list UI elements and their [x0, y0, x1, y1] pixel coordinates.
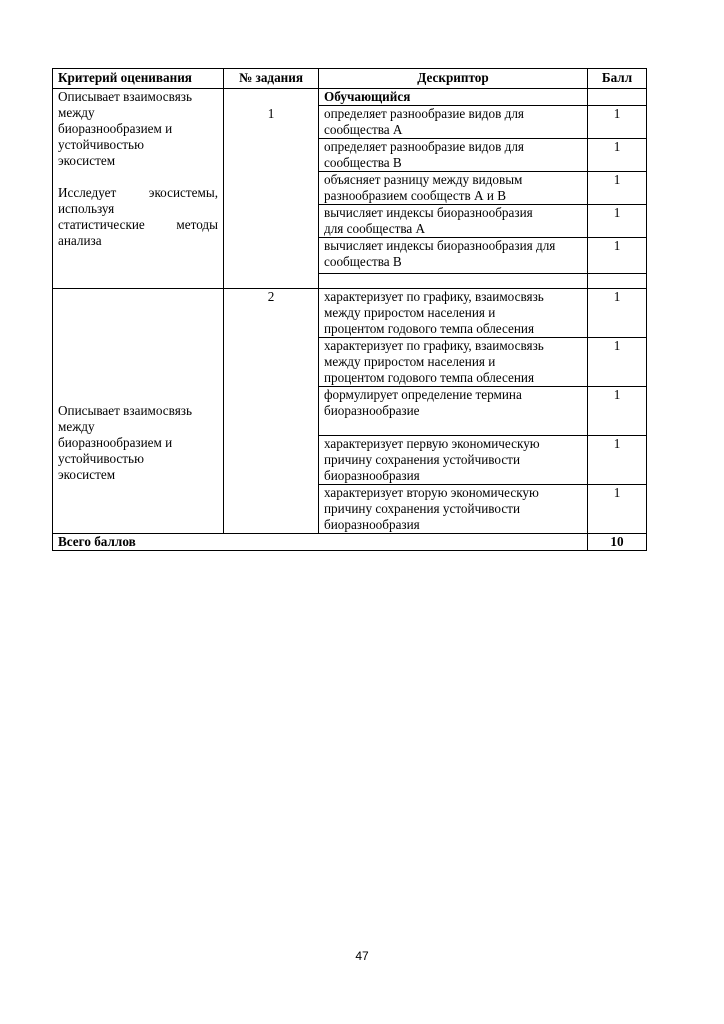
descriptor-line: сообщества А: [324, 122, 403, 137]
descriptor-line: причину сохранения устойчивости: [324, 452, 521, 467]
descriptor-cell: [319, 289, 588, 338]
header-criterion: Критерий оценивания: [53, 69, 224, 89]
sub-header-row: [53, 89, 647, 106]
sub-header-score-empty: [588, 89, 647, 106]
descriptor-line: определяет разнообразие видов для: [324, 139, 524, 154]
total-value: 10: [588, 534, 647, 551]
criterion-line: Описывает взаимосвязь: [58, 89, 192, 104]
descriptor-line: характеризует по графику, взаимосвязь: [324, 289, 544, 304]
criterion-line: Описывает взаимосвязь: [58, 403, 192, 418]
criterion-line: статистические методы: [58, 217, 218, 232]
criterion-line: экосистем: [58, 467, 116, 482]
descriptor-cell: [319, 172, 588, 205]
score-cell: 1: [588, 338, 647, 387]
score-cell: 1: [588, 289, 647, 338]
descriptor-line: формулирует определение термина: [324, 387, 522, 402]
criterion-line: Исследует экосистемы,: [58, 185, 218, 200]
descriptor-line: вычисляет индексы биоразнообразия для: [324, 238, 556, 253]
table-header-row: [53, 69, 647, 89]
total-row: [53, 534, 647, 551]
descriptor-line: между приростом населения и: [324, 354, 496, 369]
descriptor-cell: [319, 205, 588, 238]
task-number-cell-1: 1: [224, 89, 319, 289]
descriptor-line: процентом годового темпа облесения: [324, 370, 535, 385]
score-cell: 1: [588, 387, 647, 436]
descriptor-line: определяет разнообразие видов для: [324, 106, 524, 121]
descriptor-line: биоразнообразия: [324, 517, 420, 532]
score-cell: 1: [588, 205, 647, 238]
criterion-line: биоразнообразием и: [58, 435, 173, 450]
descriptor-line: между приростом населения и: [324, 305, 496, 320]
descriptor-line: характеризует по графику, взаимосвязь: [324, 338, 544, 353]
descriptor-line: сообщества В: [324, 254, 402, 269]
score-cell: 1: [588, 485, 647, 534]
sub-header-student: Обучающийся: [319, 89, 588, 106]
score-cell: 1: [588, 139, 647, 172]
descriptor-cell: [319, 338, 588, 387]
header-score: Балл: [588, 69, 647, 89]
criterion-line: биоразнообразием и: [58, 121, 173, 136]
descriptor-line: вычисляет индексы биоразнообразия: [324, 205, 533, 220]
criterion-line: используя: [58, 201, 115, 216]
score-cell: 1: [588, 238, 647, 274]
criterion-cell-1: [53, 89, 224, 289]
header-task-number: № задания: [224, 69, 319, 89]
table-row: [53, 289, 647, 338]
descriptor-cell: [319, 436, 588, 485]
descriptor-line: для сообщества А: [324, 221, 426, 236]
descriptor-cell: [319, 139, 588, 172]
criterion-line: между: [58, 419, 95, 434]
descriptor-line: сообщества В: [324, 155, 402, 170]
descriptor-cell: [319, 387, 588, 436]
criterion-line: устойчивостью: [58, 451, 144, 466]
criterion-line: между: [58, 105, 95, 120]
descriptor-line: объясняет разницу между видовым: [324, 172, 523, 187]
descriptor-line: причину сохранения устойчивости: [324, 501, 521, 516]
score-cell: 1: [588, 436, 647, 485]
score-cell: 1: [588, 106, 647, 139]
descriptor-line: характеризует первую экономическую: [324, 436, 540, 451]
page-number: 47: [355, 949, 369, 963]
descriptor-line: процентом годового темпа облесения: [324, 321, 535, 336]
descriptor-cell: [319, 106, 588, 139]
descriptor-line: разнообразием сообществ А и В: [324, 188, 507, 203]
score-cell: 1: [588, 172, 647, 205]
criterion-line: экосистем: [58, 153, 116, 168]
descriptor-cell: [319, 485, 588, 534]
task-number-cell-2: 2: [224, 289, 319, 534]
total-label: Всего баллов: [53, 534, 588, 551]
header-descriptor: Дескриптор: [319, 69, 588, 89]
descriptor-line: характеризует вторую экономическую: [324, 485, 539, 500]
spacer-cell: [588, 274, 647, 289]
criterion-line: анализа: [58, 233, 102, 248]
descriptor-line: биоразнообразие: [324, 403, 420, 418]
assessment-rubric-table: [52, 68, 647, 551]
descriptor-line: биоразнообразия: [324, 468, 420, 483]
spacer-cell: [319, 274, 588, 289]
criterion-cell-2: [53, 289, 224, 534]
descriptor-cell: [319, 238, 588, 274]
criterion-line: устойчивостью: [58, 137, 144, 152]
